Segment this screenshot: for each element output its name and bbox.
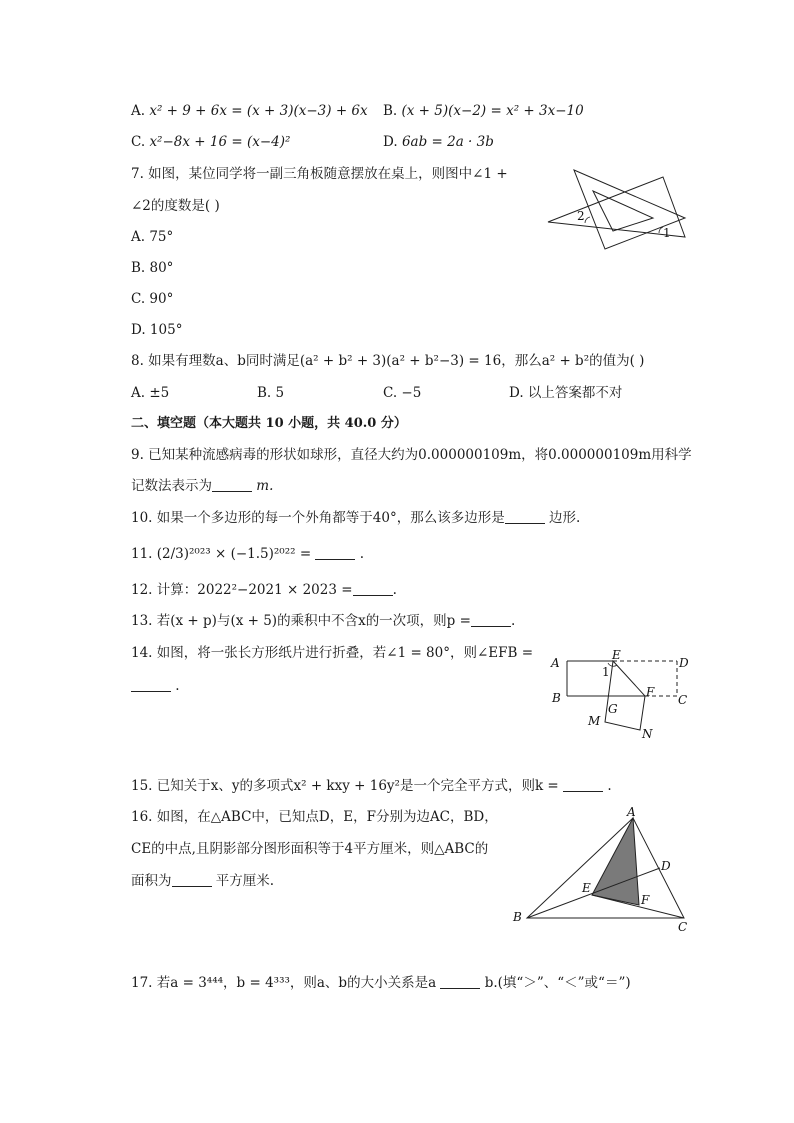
q16-stem-line3: 面积为 平方厘米. <box>131 873 275 889</box>
q16-label-d: D <box>661 859 671 873</box>
q16-stem-line1: 16. 如图，在△ABC中，已知点D，E，F分别为边AC，BD， <box>131 809 498 825</box>
q16-label-b: B <box>513 910 522 924</box>
q12-answer-blank[interactable] <box>353 581 393 596</box>
q9-answer-blank[interactable] <box>212 477 252 492</box>
q16-label-c: C <box>678 920 688 934</box>
q6-option-d: D. 6ab = 2a · 3b <box>383 134 494 150</box>
q7-option-c: C. 90° <box>131 291 174 307</box>
q16-label-a: A <box>627 807 636 819</box>
q14-answer-line: . <box>131 676 180 696</box>
q7-stem-line2: ∠2的度数是( ) <box>131 198 220 214</box>
q8-stem: 8. 如果有理数a、b同时满足(a² + b² + 3)(a² + b²−3) = 16，那么a² + b²的值为( ) <box>131 353 645 369</box>
q9-stem-line1: 9. 已知某种流感病毒的形状如球形，直径大约为0.000000109m，将0.000000109m用科学 <box>131 447 692 463</box>
q7-triangle-rulers-figure <box>545 165 695 255</box>
q11-answer-blank[interactable] <box>315 545 355 560</box>
q14-label-g: G <box>608 702 618 716</box>
q7-option-a: A. 75° <box>131 229 174 245</box>
q15-answer-blank[interactable] <box>563 777 603 792</box>
section-fill-in-heading: 二、填空题（本大题共 10 小题，共 40.0 分） <box>131 416 407 431</box>
q16-label-f: F <box>641 893 650 907</box>
q14-label-n: N <box>642 727 653 741</box>
q16-answer-blank[interactable] <box>172 872 212 887</box>
q6-option-c: C. x²−8x + 16 = (x−4)² <box>131 134 291 150</box>
q7-stem-line1: 7. 如图，某位同学将一副三角板随意摆放在桌上，则图中∠1 + <box>131 166 508 182</box>
q10-answer-blank[interactable] <box>505 509 545 524</box>
q7-option-b: B. 80° <box>131 260 174 276</box>
q14-label-m: M <box>588 714 601 728</box>
q14-label-c: C <box>678 693 688 707</box>
q6-option-a-text: x² + 9 + 6x = (x + 3)(x−3) + 6x <box>149 103 368 119</box>
q14-label-b: B <box>552 691 561 705</box>
q16-triangle-figure <box>510 807 700 935</box>
q6-option-c-text: x²−8x + 16 = (x−4)² <box>149 134 291 150</box>
q7-angle1-label: 1 <box>663 226 671 240</box>
q6-option-a: A. x² + 9 + 6x = (x + 3)(x−3) + 6x <box>131 103 368 119</box>
q8-option-a: A. ±5 <box>131 385 170 401</box>
q14-answer-blank[interactable] <box>131 677 171 692</box>
q14-angle1-label: 1 <box>602 665 610 679</box>
q6-option-b-text: (x + 5)(x−2) = x² + 3x−10 <box>401 103 584 119</box>
q14-label-d: D <box>679 656 689 670</box>
q6-option-d-text: 6ab = 2a · 3b <box>401 134 494 150</box>
q15-stem: 15. 已知关于x、y的多项式x² + kxy + 16y²是一个完全平方式，则k = . <box>131 778 612 794</box>
q11-stem: 11. (2/3)²⁰²³ × (−1.5)²⁰²² = . <box>131 546 365 562</box>
q14-label-f: F <box>646 685 655 699</box>
q14-label-e: E <box>612 650 621 662</box>
q8-option-d: D. 以上答案都不对 <box>509 385 623 401</box>
q17-answer-blank[interactable] <box>440 974 480 989</box>
q7-angle2-label: 2 <box>577 209 585 223</box>
q16-label-e: E <box>582 881 591 895</box>
q9-stem-line2: 记数法表示为 m. <box>131 478 274 494</box>
q17-stem: 17. 若a = 3⁴⁴⁴，b = 4³³³，则a、b的大小关系是a b.(填“＞”、“＜”或“＝”) <box>131 975 631 991</box>
q8-option-c: C. −5 <box>383 385 422 401</box>
q10-stem: 10. 如果一个多边形的每一个外角都等于40°，那么该多边形是 边形. <box>131 510 581 526</box>
q14-folding-rectangle-figure <box>548 650 698 742</box>
q6-option-b: B. (x + 5)(x−2) = x² + 3x−10 <box>383 103 584 119</box>
q16-stem-line2: CE的中点,且阴影部分图形面积等于4平方厘米，则△ABC的 <box>131 841 489 857</box>
q12-stem: 12. 计算：2022²−2021 × 2023 = . <box>131 582 397 598</box>
q13-answer-blank[interactable] <box>471 612 511 627</box>
q8-option-b: B. 5 <box>257 385 285 401</box>
q7-option-d: D. 105° <box>131 322 183 338</box>
q14-stem: 14. 如图，将一张长方形纸片进行折叠，若∠1 = 80°，则∠EFB = <box>131 645 534 661</box>
q14-label-a: A <box>551 656 560 670</box>
q13-stem: 13. 若(x + p)与(x + 5)的乘积中不含x的一次项，则p = . <box>131 613 516 629</box>
